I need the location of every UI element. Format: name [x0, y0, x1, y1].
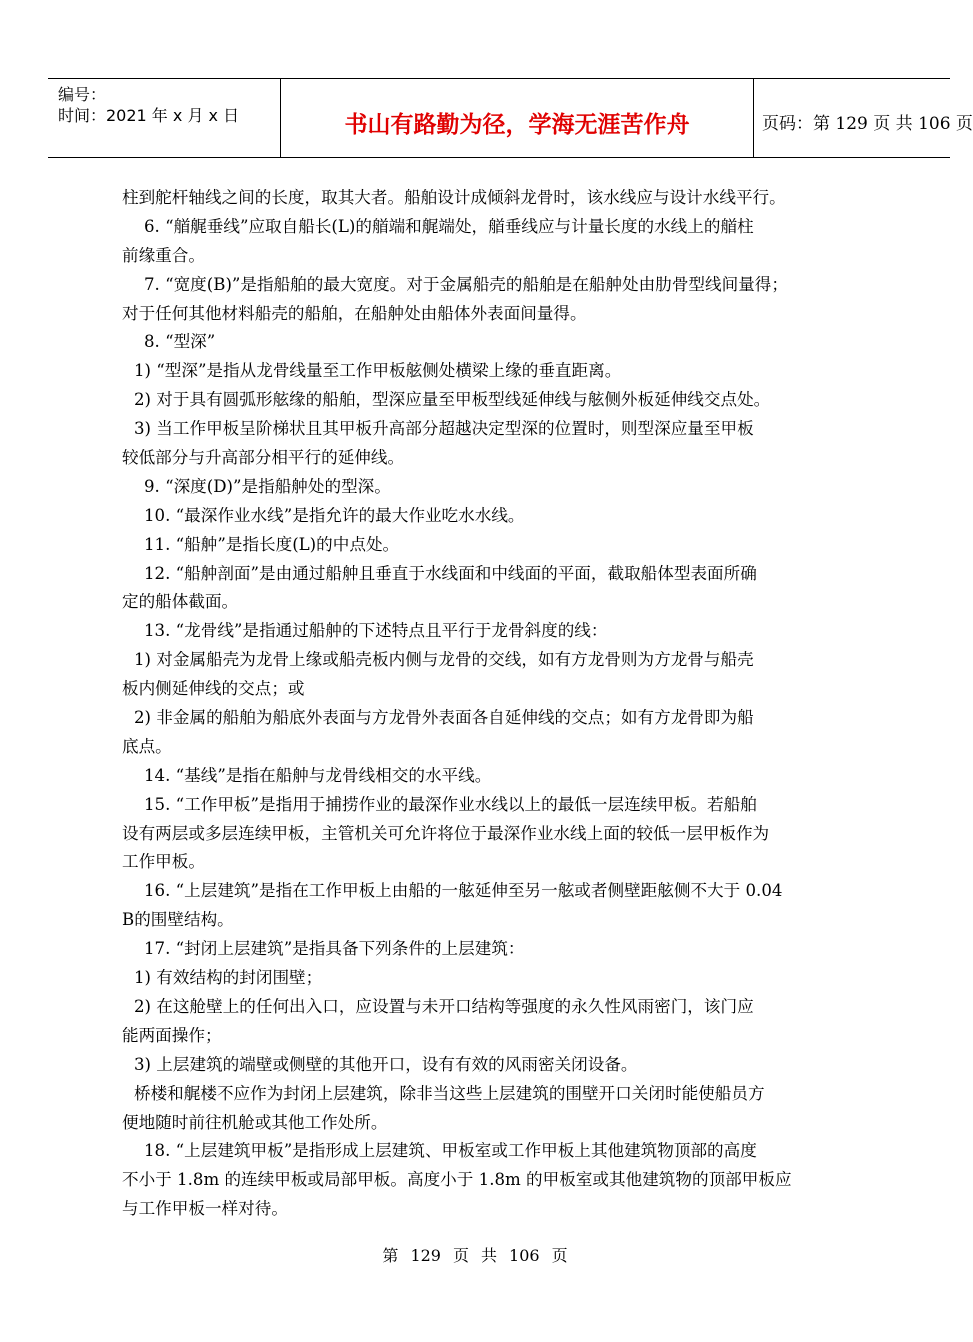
document-time-label: 时间：2021 年 x 月 x 日: [58, 106, 240, 125]
footer-ye-2: 页: [551, 1246, 568, 1265]
body-line: 设有两层或多层连续甲板，主管机关可允许将位于最深作业水线上面的较低一层甲板作为: [122, 823, 770, 843]
body-line: 1) “型深”是指从龙骨线量至工作甲板舷侧处横梁上缘的垂直距离。: [134, 361, 622, 381]
body-line: 11. “船舯”是指长度(L)的中点处。: [144, 534, 400, 554]
body-line: 2) 非金属的船舶为船底外表面与方龙骨外表面各自延伸线的交点；如有方龙骨即为船: [134, 708, 754, 728]
body-line: 前缘重合。: [122, 245, 205, 265]
body-line: 1) 对金属船壳为龙骨上缘或船壳板内侧与龙骨的交线，如有方龙骨则为方龙骨与船壳: [134, 650, 754, 670]
body-line: 工作甲板。: [122, 852, 205, 872]
body-line: 12. “船舯剖面”是由通过船舯且垂直于水线面和中线面的平面，截取船体型表面所确: [144, 563, 757, 583]
body-line: 6. “艏艉垂线”应取自船长(L)的艏端和艉端处，艏垂线应与计量长度的水线上的艏柱: [144, 216, 754, 236]
body-line: 桥楼和艉楼不应作为封闭上层建筑，除非当这些上层建筑的围壁开口关闭时能使船员方: [134, 1083, 765, 1103]
body-line: 14. “基线”是指在船舯与龙骨线相交的水平线。: [144, 765, 492, 785]
body-line: 2) 在这舱壁上的任何出入口，应设置与未开口结构等强度的永久性风雨密门，该门应: [134, 996, 754, 1016]
body-line: 8. “型深”: [144, 332, 216, 352]
body-line: 较低部分与升高部分相平行的延伸线。: [122, 448, 405, 468]
body-line: 17. “封闭上层建筑”是指具备下列条件的上层建筑：: [144, 939, 525, 959]
body-line: 18. “上层建筑甲板”是指形成上层建筑、甲板室或工作甲板上其他建筑物顶部的高度: [144, 1141, 757, 1161]
body-line: 15. “工作甲板”是指用于捕捞作业的最深作业水线以上的最低一层连续甲板。若船舶: [144, 794, 757, 814]
body-line: 不小于 1.8m 的连续甲板或局部甲板。高度小于 1.8m 的甲板室或其他建筑物的顶部甲板应: [122, 1170, 792, 1190]
header-page-info: 页码：第 129 页 共 106 页: [762, 114, 973, 134]
footer-gong: 共: [481, 1246, 498, 1265]
body-line: 1) 有效结构的封闭围壁；: [134, 968, 323, 988]
body-line: 16. “上层建筑”是指在工作甲板上由船的一舷延伸至另一舷或者侧壁距舷侧不大于 0.04: [144, 881, 783, 901]
body-line: 7. “宽度(B)”是指船舶的最大宽度。对于金属船壳的船舶是在船舯处由肋骨型线间量得；: [144, 274, 788, 294]
body-line: 便地随时前往机舱或其他工作处所。: [122, 1112, 388, 1132]
document-number-label: 编号：: [58, 85, 107, 104]
body-line: 9. “深度(D)”是指船舯处的型深。: [144, 476, 391, 496]
header-motto-cell: [281, 79, 754, 157]
body-line: 板内侧延伸线的交点；或: [122, 679, 305, 699]
page-footer: [0, 1243, 950, 1266]
document-body: [122, 184, 874, 1224]
body-line: 柱到舵杆轴线之间的长度，取其大者。船舶设计成倾斜龙骨时，该水线应与设计水线平行。: [122, 188, 786, 207]
body-line: 能两面操作；: [122, 1025, 222, 1045]
body-line: 定的船体截面。: [122, 592, 239, 612]
body-line: 10. “最深作业水线”是指允许的最大作业吃水水线。: [144, 505, 525, 525]
footer-page-number: 129: [410, 1246, 441, 1265]
footer-di: 第: [382, 1246, 399, 1265]
body-line: 3) 上层建筑的端壁或侧壁的其他开口，设有有效的风雨密关闭设备。: [134, 1054, 638, 1074]
body-line: 与工作甲板一样对待。: [122, 1199, 288, 1219]
footer-ye: 页: [452, 1246, 469, 1265]
body-line: 3) 当工作甲板呈阶梯状且其甲板升高部分超越决定型深的位置时，则型深应量至甲板: [134, 419, 754, 439]
header-page-cell: [754, 79, 973, 157]
header-meta-cell: [48, 79, 281, 157]
body-line: 13. “龙骨线”是指通过船舯的下述特点且平行于龙骨斜度的线：: [144, 621, 608, 641]
body-line: B的围壁结构。: [122, 910, 234, 930]
header-motto: 书山有路勤为径，学海无涯苦作舟: [344, 111, 690, 138]
body-line: 对于任何其他材料船壳的船舶，在船舯处由船体外表面间量得。: [122, 303, 587, 323]
footer-total-pages: 106: [509, 1246, 540, 1265]
body-line: 底点。: [122, 736, 172, 756]
body-line: 2) 对于具有圆弧形舷缘的船舶，型深应量至甲板型线延伸线与舷侧外板延伸线交点处。: [134, 390, 771, 410]
page-header: [48, 78, 973, 158]
